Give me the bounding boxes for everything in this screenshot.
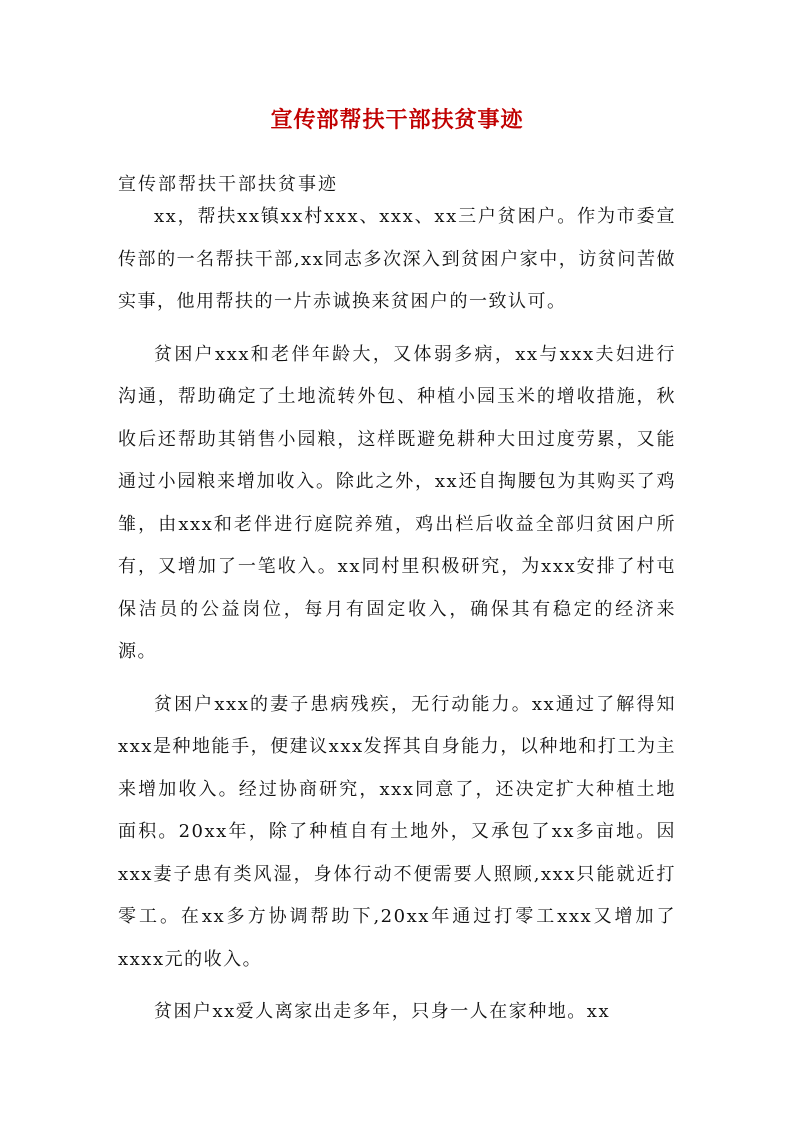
document-body [118,196,676,1044]
document-title: 宣传部帮扶干部扶贫事迹 [270,107,524,133]
document-subtitle: 宣传部帮扶干部扶贫事迹 [118,174,338,195]
paragraph-1: xx，帮扶xx镇xx村xxx、xxx、xx三户贫困户。作为市委宣传部的一名帮扶干部,xx同志多次深入到贫困户家中，访贫问苦做实事，他用帮扶的一片赤诚换来贫困户的一致认可。 [118,206,676,312]
paragraph-2: 贫困户xxx和老伴年龄大，又体弱多病，xx与xxx夫妇进行沟通，帮助确定了土地流转外包、种植小园玉米的增收措施，秋收后还帮助其销售小园粮，这样既避免耕种大田过度劳累，又能通过小园粮来增加收入。除此之外，xx还自掏腰包为其购买了鸡雏，由xxx和老伴进行庭院养殖，鸡出栏后收益全部归贫困户所有，又增加了一笔收入。xx同村里积极研究，为xxx安排了村屯保洁员的公益岗位，每月有固定收入，确保其有稳定的经济来源。 [118,343,676,662]
paragraph-3: 贫困户xxx的妻子患病残疾，无行动能力。xx通过了解得知xxx是种地能手，便建议xxx发挥其自身能力，以种地和打工为主来增加收入。经过协商研究，xxx同意了，还决定扩大种植土地面积。20xx年，除了种植自有土地外，又承包了xx多亩地。因xxx妻子患有类风湿，身体行动不便需要人照顾,xxx只能就近打零工。在xx多方协调帮助下,20xx年通过打零工xxx又增加了xxxx元的收入。 [118,693,676,970]
paragraph-4: 贫困户xx爱人离家出走多年，只身一人在家种地。xx [154,1001,611,1022]
